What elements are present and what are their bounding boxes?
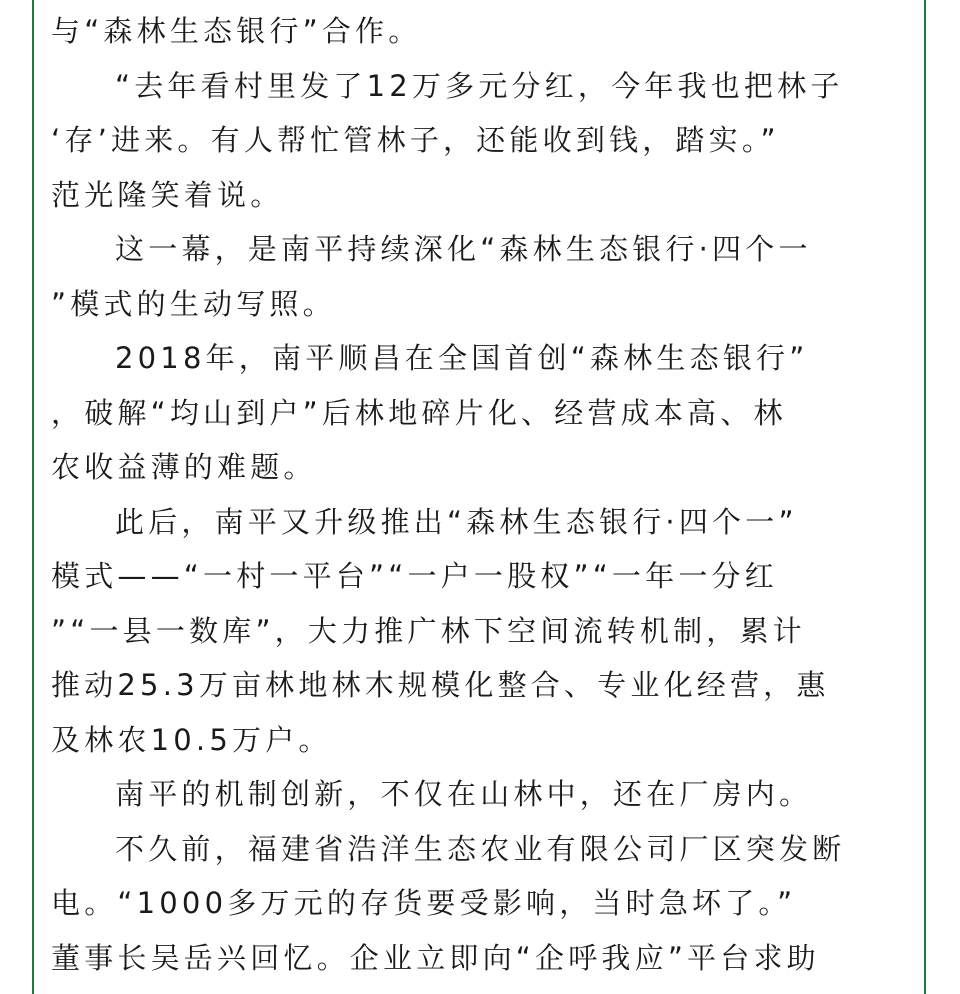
text-line: 南平的机制创新，不仅在山林中，还在厂房内。 [115, 777, 813, 811]
text-line: 不久前，福建省浩洋生态农业有限公司厂区突发断 [115, 831, 846, 866]
text-line: 此后，南平又升级推出“森林生态银行·四个一” [115, 504, 798, 539]
text-line: 模式——“一村一平台”“一户一股权”“一年一分红 [51, 559, 778, 593]
text-line: ，破解“均山到户”后林地碎片化、经营成本高、林 [51, 395, 787, 430]
text-line: 及林农10.5万户。 [51, 722, 332, 757]
text-line: ”模式的生动写照。 [51, 286, 336, 321]
text-line: “去年看村里发了12万多元分红，今年我也把林子 [115, 68, 844, 103]
text-line: 董事长吴岳兴回忆。企业立即向“企呼我应”平台求助 [51, 940, 820, 975]
article-body [51, 4, 911, 985]
text-line: 与“森林生态银行”合作。 [51, 14, 422, 48]
text-line: 这一幕，是南平持续深化“森林生态银行·四个一 [115, 232, 812, 266]
text-line: 电。“1000多万元的存货要受影响，当时急坏了。” [51, 886, 797, 920]
text-line: ‘存’进来。有人帮忙管林子，还能收到钱，踏实。” [51, 123, 780, 157]
text-line: 推动25.3万亩林地林木规模化整合、专业化经营，惠 [51, 668, 830, 702]
text-line: 范光隆笑着说。 [51, 177, 284, 212]
text-line: 2018年，南平顺昌在全国首创“森林生态银行” [115, 341, 809, 375]
text-line: 农收益薄的难题。 [51, 450, 317, 484]
article-frame [32, 0, 926, 994]
text-line: ”“一县一数库”，大力推广林下空间流转机制，累计 [51, 613, 806, 648]
